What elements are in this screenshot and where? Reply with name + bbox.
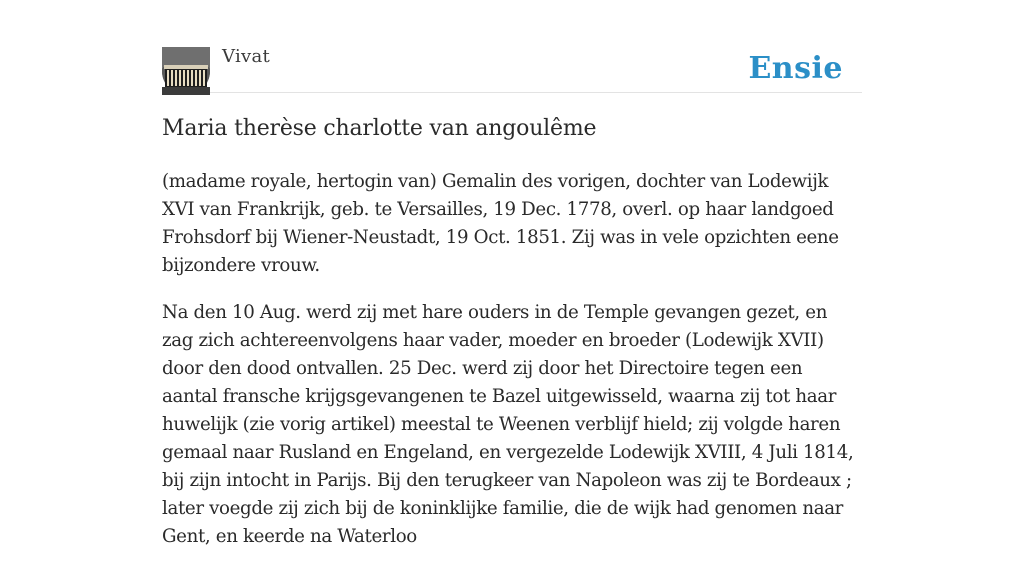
brand-logo[interactable]: Ensie [748,51,843,86]
paragraph: (madame royale, hertogin van) Gemalin des vorigen, dochter van Lodewijk XVI van Frankrijk, geb. te Versailles, 19 Dec. 1778, overl. op haar landgoed Frohsdorf bij Wiener-Neustadt, 19 Oct. 1851. Zij was in vele opzichten eene bijzondere vrouw. [162,171,839,276]
header [162,0,862,93]
article-title: Maria therèse charlotte van angoulême [162,116,597,141]
paragraph: Na den 10 Aug. werd zij met hare ouders in de Temple gevangen gezet, en zag zich achtereenvolgens haar vader, moeder en broeder (Lodewijk XVII) door den dood ontvallen. 25 Dec. werd zij door het Directoire tegen een aantal fransche krijgsgevangenen te Bazel uitgewisseld, waarna zij tot haar huwelijk (zie vorig artikel) meestal te Weenen verblijf hield; zij volgde haren gemaal naar Rusland en Engeland, en vergezelde Lodewijk XVIII, 4 Juli 1814, bij zijn intocht in Parijs. Bij den terugkeer van Napoleon was zij te Bordeaux ; later voegde zij zich bij de koninklijke familie, die de wijk had genomen naar Gent, en keerde na Waterloo [162,302,854,547]
page [162,0,862,547]
typewriter-avatar-icon [162,47,210,95]
author-name[interactable]: Vivat [222,46,271,67]
avatar[interactable] [162,47,210,95]
article-body [162,168,862,570]
